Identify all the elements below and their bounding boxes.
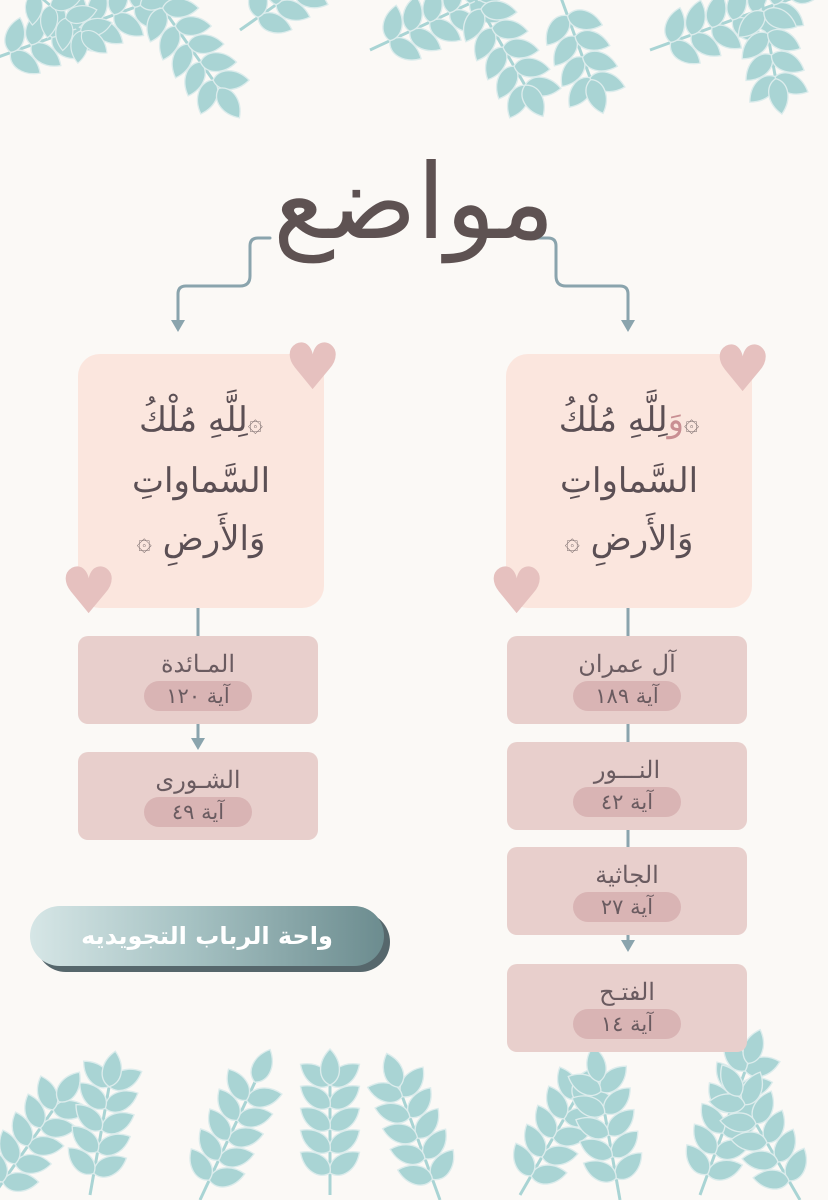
heart-icon: ♥	[488, 555, 546, 629]
surah-name: آل عمران	[578, 650, 676, 678]
reference-box-al-maida	[78, 636, 318, 724]
verse-line-2: السَّماواتِ	[131, 461, 271, 501]
verse-line-1: لِلَّهِ مُلْكُ	[139, 400, 248, 440]
reference-box-al-imran	[507, 636, 747, 724]
reference-box-an-nur	[507, 742, 747, 830]
verse-line-3: وَالأَرضِ	[162, 519, 266, 559]
reference-box-ash-shura	[78, 752, 318, 840]
reference-box-al-jathiya	[507, 847, 747, 935]
ornament-icon: ۞	[564, 527, 580, 557]
surah-name: الجاثية	[595, 861, 659, 889]
ayah-number: آية ٤٢	[573, 787, 681, 817]
leaf-sprig	[354, 1041, 473, 1200]
ornament-icon: ۞	[683, 408, 700, 438]
verse-line-2: السَّماواتِ	[559, 461, 699, 501]
leaf-sprig	[295, 1049, 365, 1195]
surah-name: المـائدة	[160, 650, 236, 678]
ayah-number: آية ١٨٩	[573, 681, 681, 711]
surah-name: الفتـح	[599, 978, 655, 1006]
verse-line-3: وَالأَرضِ	[590, 519, 694, 559]
heart-icon: ♥	[714, 333, 772, 407]
page-title: مواضع	[273, 141, 555, 263]
ornament-icon: ۞	[247, 408, 264, 438]
top-leaf-cluster	[0, 0, 828, 138]
ayah-number: آية ٤٩	[144, 797, 252, 827]
heart-icon: ♥	[284, 331, 342, 405]
leaf-sprig	[168, 1035, 301, 1200]
ornament-icon: ۞	[136, 527, 152, 557]
surah-name: الشـورى	[155, 766, 241, 794]
verse-line-1: لِلَّهِ مُلْكُ	[558, 400, 668, 440]
verse-prefix: وَ	[667, 400, 684, 440]
author-badge: واحة الرباب التجويديه	[30, 906, 384, 966]
leaf-sprig	[220, 0, 396, 59]
ayah-number: آية ١٤	[573, 1009, 681, 1039]
ayah-number: آية ٢٧	[573, 892, 681, 922]
surah-name: النـــور	[593, 756, 661, 784]
heart-icon: ♥	[60, 555, 118, 629]
reference-box-al-fath	[507, 964, 747, 1052]
ayah-number: آية ١٢٠	[144, 681, 252, 711]
